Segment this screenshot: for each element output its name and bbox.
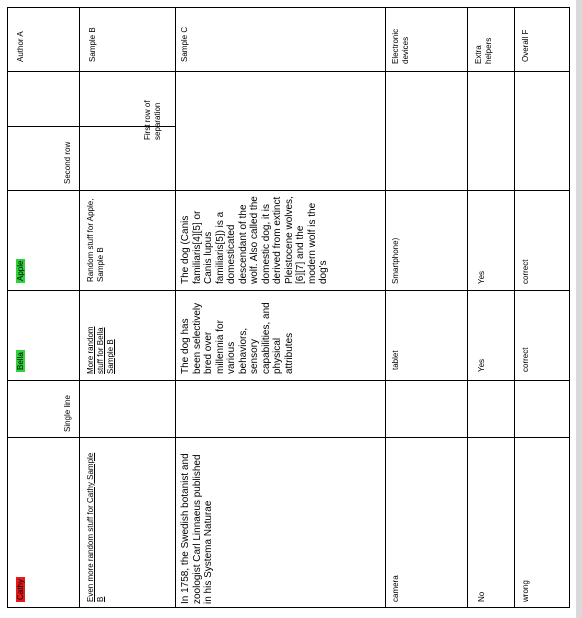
table-border-top [7,7,569,8]
extra-cathy: No [477,591,486,602]
row-divider [7,190,569,191]
scrollbar-track[interactable] [576,0,582,618]
single-line-label: Single line [63,395,72,432]
second-row-label: Second row [63,141,72,184]
extra-apple: Yes [477,270,486,284]
table-border-bottom [7,607,569,608]
column-divider [467,7,468,608]
overall-cathy: wrong [521,580,530,602]
header-extra-helpers: Extra helpers [474,37,493,64]
table-border-right [569,7,570,608]
column-divider [175,7,176,608]
first-row-separation-label: First row of separation [143,100,162,140]
row-divider [7,290,569,291]
author-bella: Bella [16,352,25,370]
sample-c-bella: The dog has been selectively bred over millennia for various behaviors, sensory capabilities, and physical attributes [180,302,295,374]
sample-b-cathy: Even more random stuff for Cathy Sample B [86,452,105,602]
column-divider [385,7,386,608]
electronic-bella: tablet [391,350,400,370]
column-divider [514,7,515,608]
header-electronic-devices: Electronic devices [391,28,410,64]
author-apple: Apple [16,260,25,281]
row-divider [7,437,569,438]
overall-bella: correct [521,347,530,372]
electronic-apple: Smartphone) [391,237,400,284]
row-divider [7,380,569,381]
sample-b-bella: More random stuff for Bella Sample B [86,326,115,374]
author-cathy: Cathy [16,579,25,600]
overall-apple: correct [521,259,530,284]
header-overall: Overall F [521,29,530,62]
header-sample-b: Sample B [88,27,97,62]
header-author: Author A [16,31,25,62]
electronic-cathy: camera [391,575,400,602]
sample-c-cathy: In 1758, the Swedish botanist and zoologist Carl Linnaeus published in his Systema Naturae [180,453,214,604]
column-divider [79,7,80,608]
header-sample-c: Sample C [180,26,189,62]
table-border-left [7,7,8,608]
row-divider [7,71,569,72]
extra-bella: Yes [477,358,486,372]
sample-b-apple: Random stuff for Apple, Sample B [86,198,105,282]
sample-c-apple: The dog (Canis familiaris[4][5] or Canis lupus familiaris[5]) is a domesticated descendant of the wolf. Also called the domestic dog, it is derived from extinct Pleistocene wolves,[6][7] and the modern wolf is the dog's [180,196,329,284]
